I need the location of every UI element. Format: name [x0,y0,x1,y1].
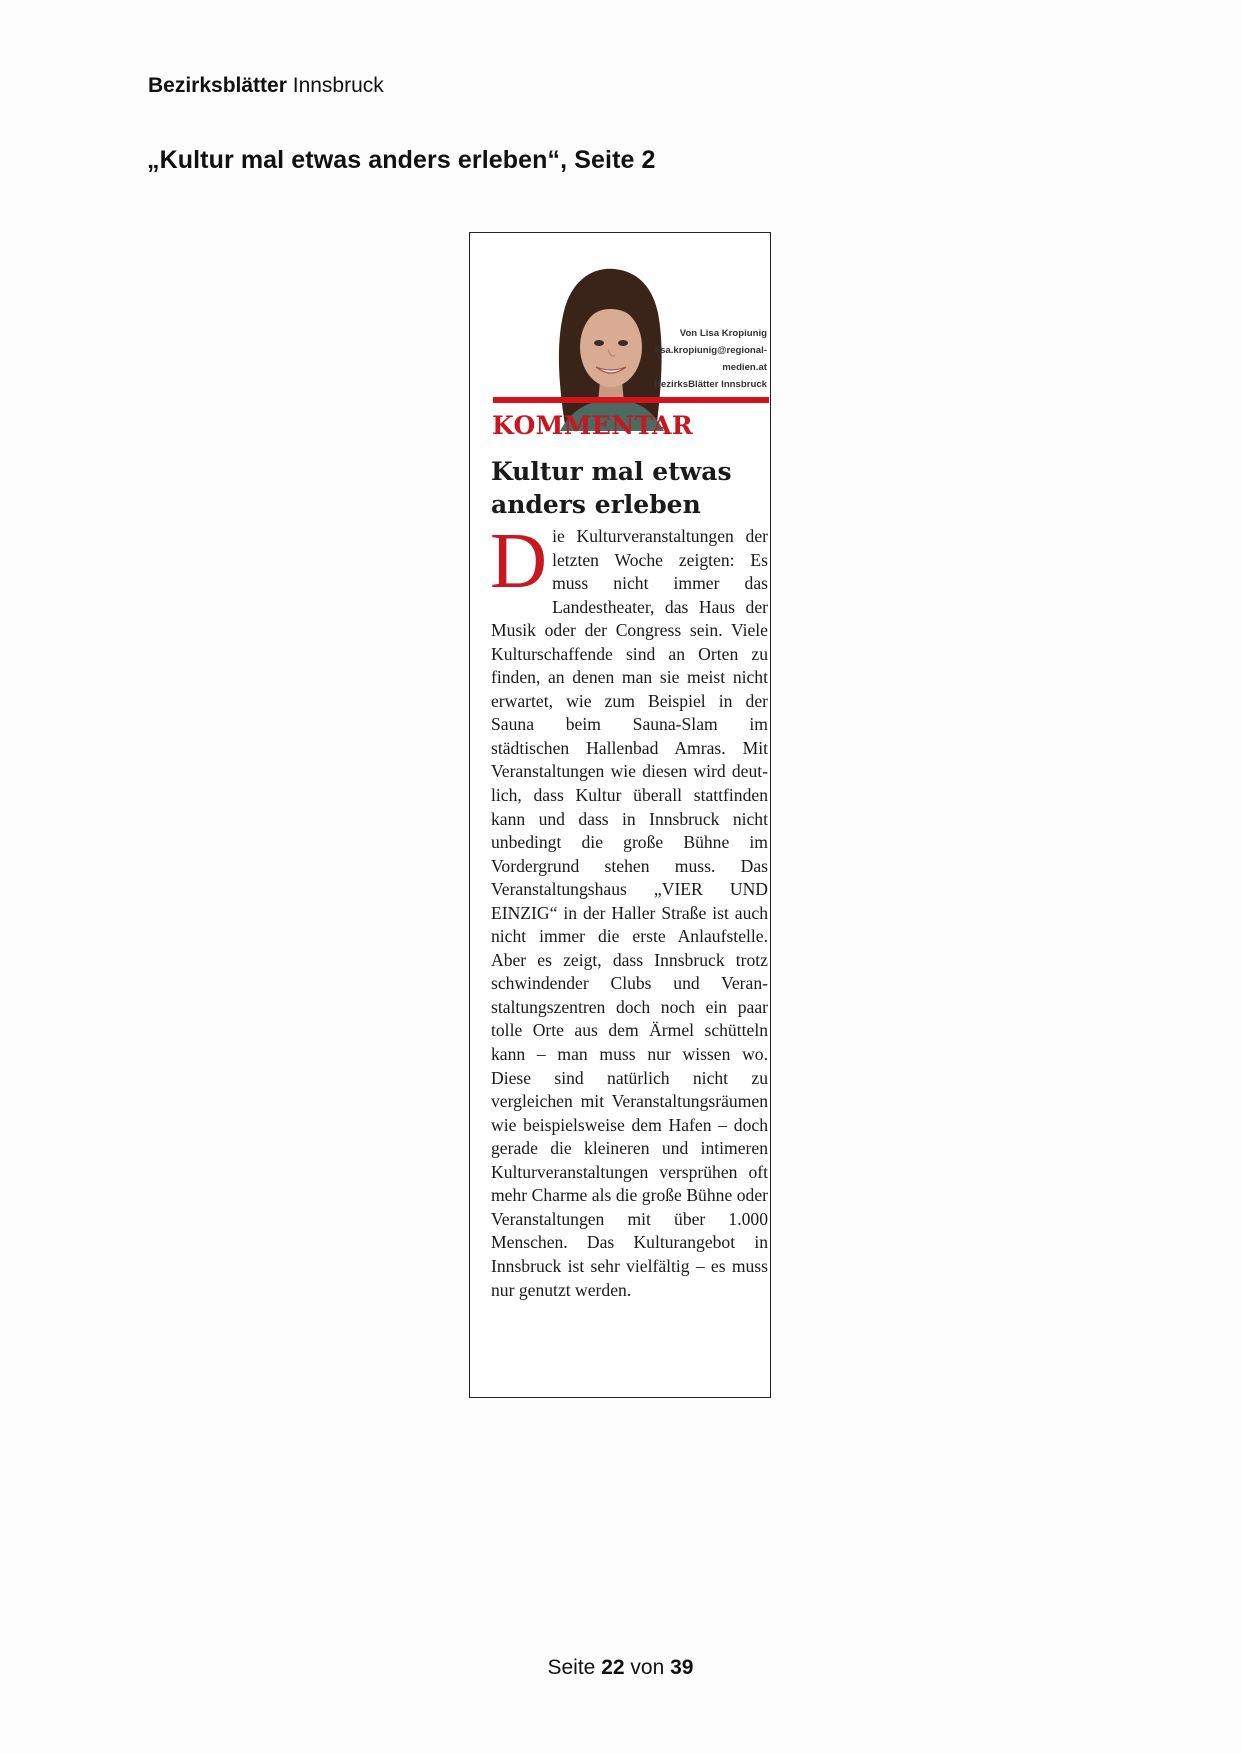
byline-author: Von Lisa Kropiunig [679,328,767,339]
drop-cap: D [490,518,548,605]
byline-email: lisa.kropiunig@regional- [654,345,767,356]
article-kicker: KOMMENTAR [492,411,694,440]
article-headline: Kultur mal etwas anders erleben [491,457,732,519]
footer-page-number: 22 [601,1656,625,1679]
document-title: „Kultur mal etwas anders erleben“, Seite 2 [147,146,656,174]
kicker-rule [493,397,769,403]
footer-page-total: 39 [670,1656,694,1679]
publication-name: Bezirksblätter [148,74,287,97]
footer-middle: von [630,1656,665,1679]
byline [637,325,767,393]
document-header [148,74,384,98]
page-footer [0,1656,1241,1680]
article-body [490,518,768,1302]
byline-email-continued: medien.at [722,362,767,373]
footer-prefix: Seite [547,1656,596,1679]
article-body-text: ie Kulturveranstaltungen der letzten Woche zeigten: Es muss nicht immer das Landestheater, das Haus der Musik oder der Congress sein. Viele Kulturschaffende sind an Orten zu finden, an denen man sie meist nicht erwartet, wie zum Beispiel in der Sauna beim Sauna-Slam im städtischen Hallenbad Amras. Mit Veranstaltungen wie diesen wird deutlich, dass Kultur überall stattfinden kann und dass in Innsbruck nicht unbedingt die große Bühne im Vordergrund stehen muss. Das Veranstaltungshaus „VIER UND EINZIG“ in der Haller Straße ist auch nicht immer die erste Anlaufstelle. Aber es zeigt, dass Innsbruck trotz schwindender Clubs und Veranstaltungszentren doch noch ein paar tolle Orte aus dem Ärmel schütteln kann – man muss nur wissen wo. Diese sind natürlich nicht zu vergleichen mit Veranstaltungsräumen wie beispielsweise dem Hafen – doch gerade die kleineren und intimeren Kulturveranstaltungen versprühen oft mehr Charme als die große Bühne oder Veranstaltungen mit über 1.000 Menschen. Das Kulturangebot in Innsbruck ist sehr vielfältig – es muss nur genutzt werden. [491,526,768,1300]
publication-edition: Innsbruck [292,74,384,97]
byline-outlet: BezirksBlätter Innsbruck [653,379,767,390]
newspaper-clipping [469,232,771,1398]
